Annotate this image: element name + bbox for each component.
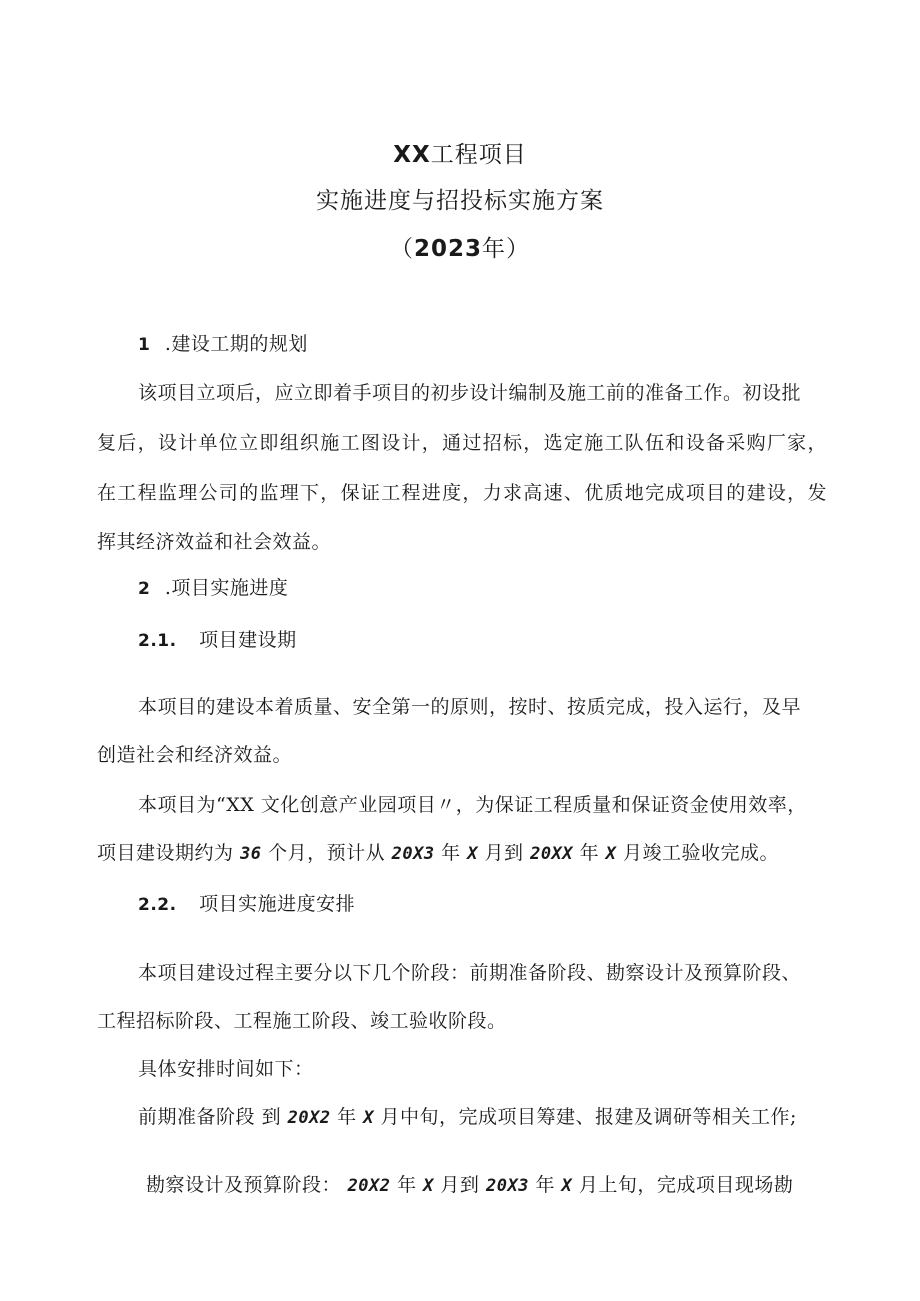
document-title-line2: 实施进度与招投标实施方案 <box>316 188 604 214</box>
number-run: 20X2 <box>347 1176 391 1196</box>
text-run: 年 <box>441 842 461 864</box>
text-run: 年 <box>535 1174 555 1196</box>
text-run: 勘察设计及预算阶段： <box>146 1174 342 1196</box>
section2-1-number: 2.1. <box>138 631 177 651</box>
title-year-suffix: 年） <box>482 236 530 262</box>
section2-1-para-line <box>97 838 779 865</box>
title-paren-open: （ <box>389 236 414 262</box>
text-run: 月竣工验收完成。 <box>622 842 779 864</box>
section2-1-heading <box>138 625 297 652</box>
text-run: 年 <box>579 842 600 864</box>
section2-2-heading <box>138 889 355 916</box>
schedule-stage-2 <box>146 1170 793 1197</box>
number-run: X <box>363 1108 374 1128</box>
section2-2-para-line: 工程招标阶段、工程施工阶段、竣工验收阶段。 <box>97 1010 507 1032</box>
section1-para-line: 该项目立项后，应立即着手项目的初步设计编制及施工前的准备工作。初设批 <box>138 382 802 404</box>
document-title-line1 <box>0 136 920 169</box>
text-run: 月中旬，完成项目筹建、报建及调研等相关工作; <box>380 1106 797 1128</box>
title-code: XX <box>393 142 431 168</box>
section2-heading <box>138 573 288 600</box>
document-title-line3 <box>0 230 920 263</box>
text-run: 月上旬，完成项目现场勘 <box>578 1174 794 1196</box>
text-run: 到 <box>261 1106 282 1128</box>
number-run: 36 <box>240 844 262 864</box>
number-run: X <box>467 844 478 864</box>
number-run: X <box>561 1176 573 1196</box>
section2-2-para-line: 本项目建设过程主要分以下几个阶段：前期准备阶段、勘察设计及预算阶段、 <box>138 962 802 984</box>
text-run: 月到 <box>484 842 524 864</box>
text-run: 个月，预计从 <box>268 842 386 864</box>
section1-number: 1 <box>138 335 151 355</box>
number-run: 20X3 <box>391 844 435 864</box>
section1-para-line: 复后，设计单位立即组织施工图设计，通过招标，选定施工队伍和设备采购厂家， <box>97 432 827 454</box>
section2-1-title: 项目建设期 <box>199 629 297 651</box>
title-text: 工程项目 <box>430 142 527 168</box>
section2-2-title: 项目实施进度安排 <box>199 893 356 915</box>
text-run: 年 <box>337 1106 357 1128</box>
text-run: 前期准备阶段 <box>138 1106 256 1128</box>
text-run: 月到 <box>440 1174 480 1196</box>
section2-2-number: 2.2. <box>138 895 177 915</box>
section2-1-para-line: 创造社会和经济效益。 <box>97 744 293 766</box>
text-run: 项目建设期约为 <box>97 842 234 864</box>
section2-number: 2 <box>138 579 151 599</box>
number-run: X <box>605 844 617 864</box>
number-run: 20X3 <box>485 1176 529 1196</box>
section2-title: .项目实施进度 <box>164 577 289 599</box>
number-run: 20X2 <box>287 1108 331 1128</box>
title-year: 2023 <box>413 236 482 262</box>
section1-para-line: 在工程监理公司的监理下，保证工程进度，力求高速、优质地完成项目的建设，发 <box>97 482 827 504</box>
section1-title: .建设工期的规划 <box>164 333 308 355</box>
schedule-stage-1 <box>138 1102 797 1129</box>
section2-1-para-line: 本项目的建设本着质量、安全第一的原则，按时、按质完成，投入运行，及早 <box>138 696 802 718</box>
section2-1-para-line: 本项目为“XX 文化创意产业园项目〃，为保证工程质量和保证资金使用效率， <box>138 794 807 816</box>
section1-para-line: 挥其经济效益和社会效益。 <box>97 531 332 553</box>
number-run: X <box>423 1176 434 1196</box>
schedule-intro: 具体安排时间如下： <box>138 1058 314 1080</box>
text-run: 年 <box>397 1174 417 1196</box>
section1-heading <box>138 329 308 356</box>
number-run: 20XX <box>530 844 574 864</box>
